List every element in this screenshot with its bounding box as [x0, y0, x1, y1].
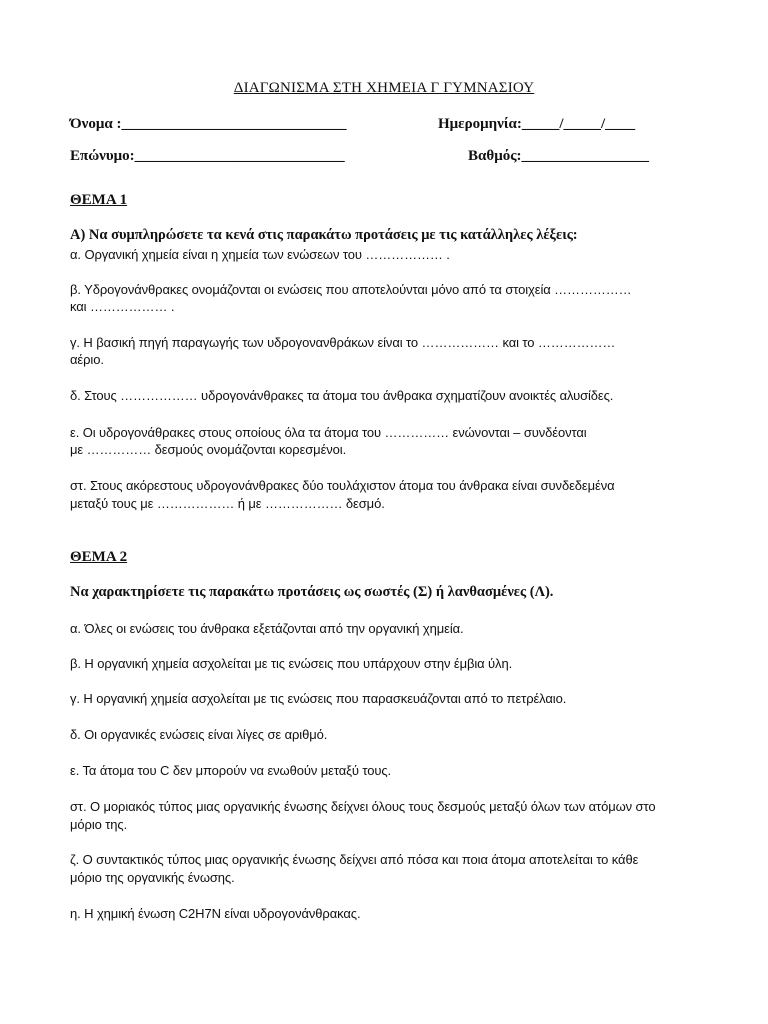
surname-field-label: Επώνυμο:____________________________: [70, 148, 345, 164]
theme2-question-c: γ. Η οργανική χημεία ασχολείται με τις ενώσεις που παρασκευάζονται από το πετρέλαιο.: [70, 691, 567, 706]
theme2-question-st-line2: μόριο της.: [70, 817, 128, 832]
theme1-question-e-line1: ε. Οι υδρογονάθρακες στους οποίους όλα τα άτομα του …………… ενώνονται – συνδέονται: [70, 425, 587, 440]
theme1-question-c-line2: αέριο.: [70, 352, 104, 367]
theme2-question-e: ε. Τα άτομα του C δεν μπορούν να ενωθούν μεταξύ τους.: [70, 763, 392, 778]
theme1-question-d: δ. Στους ……………… υδρογονάνθρακες τα άτομα του άνθρακα σχηματίζουν ανοικτές αλυσίδες.: [70, 388, 614, 403]
theme1-question-c-line1: γ. Η βασική πηγή παραγωγής των υδρογονανθράκων είναι το ……………… και το ………………: [70, 335, 616, 350]
theme1-question-e-line2: με …………… δεσμούς ονομάζονται κορεσμένοι.: [70, 442, 347, 457]
theme1-question-b-line1: β. Υδρογονάνθρακες ονομάζονται οι ενώσεις που αποτελούνται μόνο από τα στοιχεία ………………: [70, 282, 632, 297]
theme2-question-h: η. Η χημική ένωση C2H7N είναι υδρογονάνθρακας.: [70, 906, 361, 921]
theme2-question-z-line1: ζ. Ο συντακτικός τύπος μιας οργανικής ένωσης δείχνει από πόσα και ποια άτομα αποτελείται το κάθε: [70, 852, 639, 867]
theme1-heading: ΘΕΜΑ 1: [70, 192, 128, 208]
page-title: ΔΙΑΓΩΝΙΣΜΑ ΣΤΗ ΧΗΜΕΙΑ Γ ΓΥΜΝΑΣΙΟΥ: [233, 80, 535, 96]
name-field-label: Όνομα :______________________________: [70, 116, 347, 132]
theme2-question-st-line1: στ. Ο μοριακός τύπος μιας οργανικής ένωσης δείχνει όλους τους δεσμούς μεταξύ όλων των ατόμων στο: [70, 799, 656, 814]
theme2-question-a: α. Όλες οι ενώσεις του άνθρακα εξετάζονται από την οργανική χημεία.: [70, 621, 464, 636]
theme2-heading: ΘΕΜΑ 2: [70, 549, 128, 565]
theme1-question-st-line2: μεταξύ τους με ……………… ή με ……………… δεσμό.: [70, 496, 385, 511]
theme2-instruction: Να χαρακτηρίσετε τις παρακάτω προτάσεις ως σωστές (Σ) ή λανθασμένες (Λ).: [70, 584, 554, 600]
theme2-question-z-line2: μόριο της οργανικής ένωσης.: [70, 870, 235, 885]
theme1-question-b-line2: και ……………… .: [70, 299, 175, 314]
date-field-label: Ημερομηνία:_____/_____/____: [438, 116, 636, 132]
theme2-question-b: β. Η οργανική χημεία ασχολείται με τις ενώσεις που υπάρχουν στην έμβια ύλη.: [70, 656, 513, 671]
theme1-question-st-line1: στ. Στους ακόρεστους υδρογονάνθρακες δύο τουλάχιστον άτομα του άνθρακα είναι συνδεδεμένα: [70, 478, 615, 493]
grade-field-label: Βαθμός:_________________: [468, 148, 650, 164]
theme2-question-d: δ. Οι οργανικές ενώσεις είναι λίγες σε αριθμό.: [70, 727, 328, 742]
theme1-instruction: Α) Να συμπληρώσετε τα κενά στις παρακάτω προτάσεις με τις κατάλληλες λέξεις:: [70, 227, 578, 243]
theme1-question-a: α. Οργανική χημεία είναι η χημεία των ενώσεων του ……………… .: [70, 247, 450, 262]
